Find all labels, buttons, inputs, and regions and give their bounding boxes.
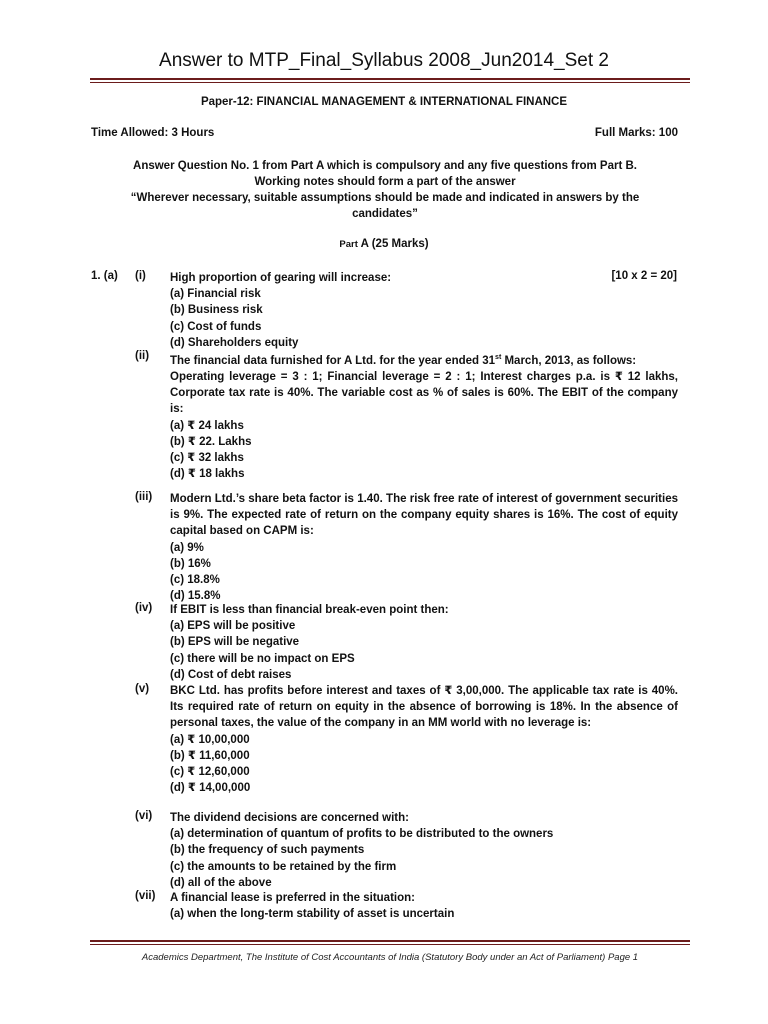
option: (d) all of the above xyxy=(170,876,272,889)
option: (a) ₹ 10,00,000 xyxy=(170,733,250,746)
option: (c) 18.8% xyxy=(170,574,220,587)
sub-question-label: (iv) xyxy=(135,602,153,614)
option: (b) the frequency of such payments xyxy=(170,844,365,857)
question-text: High proportion of gearing will increase: xyxy=(170,272,392,284)
option: (d) 15.8% xyxy=(170,590,221,603)
question-score: [10 x 2 = 20] xyxy=(611,270,677,282)
question-text-2: Operating leverage = 3 : 1; Financial leverage = 2 : 1; Interest charges p.a. is ₹ 12 lakhs, Corporate tax rate is 40%. The variable cost as % of sales is 60%. The EBIT of the company is: xyxy=(170,371,678,416)
option: (b) ₹ 11,60,000 xyxy=(170,749,250,762)
question-text: Modern Ltd.’s share beta factor is 1.40. The risk free rate of interest of government securities is 9%. The expected rate of return on the company equity shares is 16%. The cost of equity capital based on CAPM is: xyxy=(170,493,678,538)
question-text: A financial lease is preferred in the situation: xyxy=(170,892,415,904)
sub-question-iv xyxy=(170,602,678,683)
option: (a) Financial risk xyxy=(170,288,261,301)
sub-question-vii xyxy=(170,890,678,922)
option: (b) 16% xyxy=(170,557,211,570)
option: (a) ₹ 24 lakhs xyxy=(170,419,244,432)
option: (c) the amounts to be retained by the firm xyxy=(170,860,397,873)
header-divider xyxy=(90,78,690,83)
option: (c) ₹ 12,60,000 xyxy=(170,766,250,779)
option: (a) 9% xyxy=(170,541,204,554)
option: (b) EPS will be negative xyxy=(170,636,300,649)
instruction-line: Answer Question No. 1 from Part A which is compulsory and any five questions from Part B. xyxy=(133,160,637,172)
option: (c) ₹ 32 lakhs xyxy=(170,452,244,465)
sub-question-label: (vii) xyxy=(135,890,156,902)
question-text: If EBIT is less than financial break-even point then: xyxy=(170,604,449,616)
instructions xyxy=(100,158,670,222)
option: (d) Shareholders equity xyxy=(170,336,299,349)
option: (b) Business risk xyxy=(170,304,263,317)
question-text: The dividend decisions are concerned with: xyxy=(170,812,409,824)
instruction-line: “Wherever necessary, suitable assumptions should be made and indicated in answers by the candidates” xyxy=(130,192,640,220)
option: (b) ₹ 22. Lakhs xyxy=(170,435,252,448)
option: (d) ₹ 18 lakhs xyxy=(170,468,245,481)
paper-title: Paper-12: FINANCIAL MANAGEMENT & INTERNATIONAL FINANCE xyxy=(200,96,568,108)
option: (a) when the long-term stability of asset is uncertain xyxy=(170,908,455,921)
sub-question-label: (vi) xyxy=(135,810,153,822)
option: (a) EPS will be positive xyxy=(170,620,296,633)
sub-question-iii xyxy=(170,491,678,604)
option: (c) Cost of funds xyxy=(170,320,262,333)
option: (a) determination of quantum of profits to be distributed to the owners xyxy=(170,828,554,841)
part-prefix: Part xyxy=(339,239,358,250)
sub-question-vi xyxy=(170,810,678,891)
question-number: 1. (a) xyxy=(91,270,118,282)
sub-question-i xyxy=(170,270,678,351)
sub-question-label: (ii) xyxy=(135,350,150,362)
footer-divider xyxy=(90,940,690,945)
full-marks: Full Marks: 100 xyxy=(594,127,678,139)
part-rest: A (25 Marks) xyxy=(357,238,429,250)
question-text: The financial data furnished for A Ltd. for the year ended 31st March, 2013, as follows: xyxy=(170,354,637,367)
time-allowed: Time Allowed: 3 Hours xyxy=(91,127,215,139)
option: (c) there will be no impact on EPS xyxy=(170,652,355,665)
page-footer: Academics Department, The Institute of Cost Accountants of India (Statutory Body under an Act of Parliament) Page 1 xyxy=(141,952,639,963)
part-heading xyxy=(0,238,768,250)
option: (d) ₹ 14,00,000 xyxy=(170,782,251,795)
question-text: BKC Ltd. has profits before interest and taxes of ₹ 3,00,000. The applicable tax rate is 40%. Its required rate of return on equity in the absence of borrowing is 18%. In the absence of personal taxes, the value of the company in an MM world with no leverage is: xyxy=(170,685,678,730)
sub-question-label: (i) xyxy=(135,270,146,282)
sub-question-label: (iii) xyxy=(135,491,153,503)
instruction-line: Working notes should form a part of the answer xyxy=(254,176,516,188)
sub-question-label: (v) xyxy=(135,683,150,695)
option: (d) Cost of debt raises xyxy=(170,668,292,681)
sub-question-ii xyxy=(170,350,678,482)
sub-question-v xyxy=(170,683,678,796)
page-title: Answer to MTP_Final_Syllabus 2008_Jun2014_Set 2 xyxy=(159,50,609,71)
